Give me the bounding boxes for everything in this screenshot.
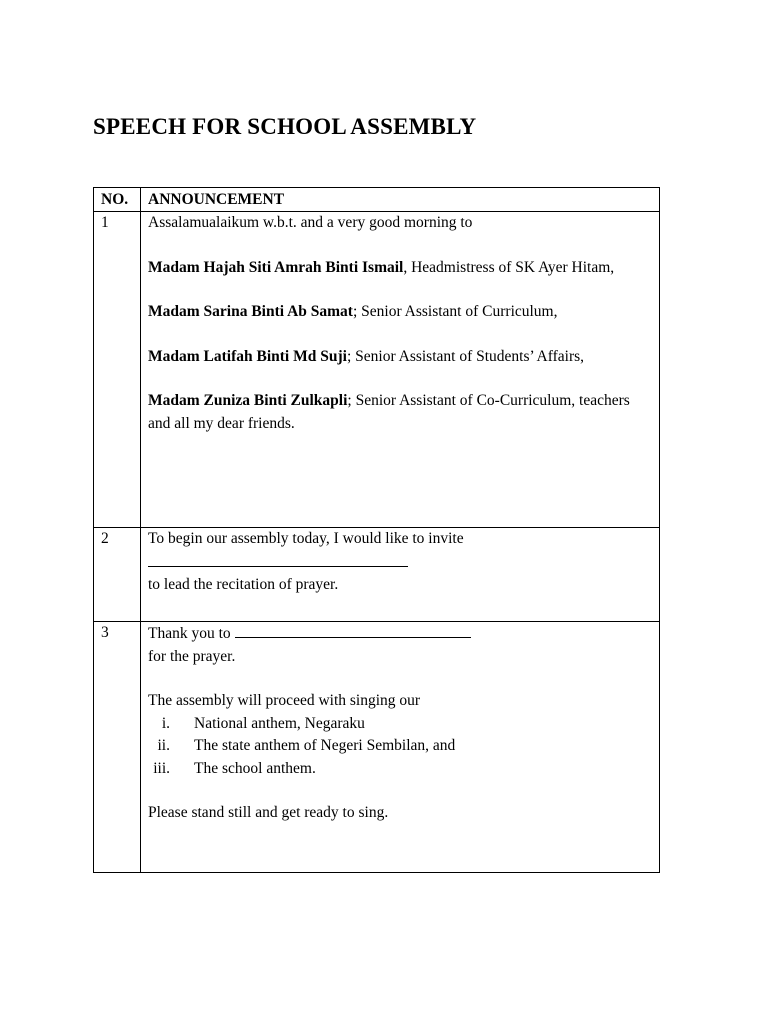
list-number: i. [161,714,170,732]
anthem-list [148,713,652,781]
person-role: , Headmistress of SK Ayer Hitam, [403,258,615,276]
row-number: 2 [94,528,141,622]
table-row [94,528,660,622]
person-role: ; Senior Assistant of Co-Curriculum, teachers and all my dear friends. [148,392,630,432]
thank-text: Thank you to [148,625,231,642]
list-item [148,758,652,781]
person-name: Madam Hajah Siti Amrah Binti Ismail [148,258,404,276]
person-role: ; Senior Assistant of Curriculum, [352,303,558,320]
list-item [148,713,652,736]
table-header-row [94,188,660,212]
person-entry [148,390,652,435]
thank-line [148,622,652,646]
page-title: SPEECH FOR SCHOOL ASSEMBLY [93,114,477,139]
table-row [94,212,660,528]
list-number: iii. [153,759,170,777]
person-entry [148,257,652,280]
prayer-text: to lead the recitation of prayer. [148,576,339,593]
person-name: Madam Latifah Binti Md Suji [148,347,347,365]
header-no: NO. [94,188,141,212]
name-blank [235,622,471,638]
proceed-text: The assembly will proceed with singing our [148,692,421,709]
thank-suffix-text: for the prayer. [148,647,236,665]
person-role: ; Senior Assistant of Students’ Affairs, [346,347,585,365]
announcement-cell [141,212,660,528]
person-entry [148,301,652,324]
announcement-cell [141,622,660,873]
table-row [94,622,660,873]
header-announcement: ANNOUNCEMENT [141,188,660,212]
row-number: 3 [94,622,141,873]
list-text: The school anthem. [194,759,316,777]
invite-blank-line [148,551,652,575]
invite-text: To begin our assembly today, I would like to invite [148,530,464,547]
list-number: ii. [157,737,170,754]
list-item [148,735,652,758]
list-text: National anthem, Negaraku [194,714,365,732]
announcement-table [93,187,660,873]
person-name: Madam Zuniza Binti Zulkapli [148,392,348,409]
closing-text: Please stand still and get ready to sing. [148,804,389,821]
person-entry [148,346,652,369]
list-text: The state anthem of Negeri Sembilan, and [194,737,456,754]
name-blank [148,551,408,567]
announcement-cell [141,528,660,622]
person-name: Madam Sarina Binti Ab Samat [148,303,353,320]
greeting-text: Assalamualaikum w.b.t. and a very good morning to [148,214,473,231]
row-number: 1 [94,212,141,528]
